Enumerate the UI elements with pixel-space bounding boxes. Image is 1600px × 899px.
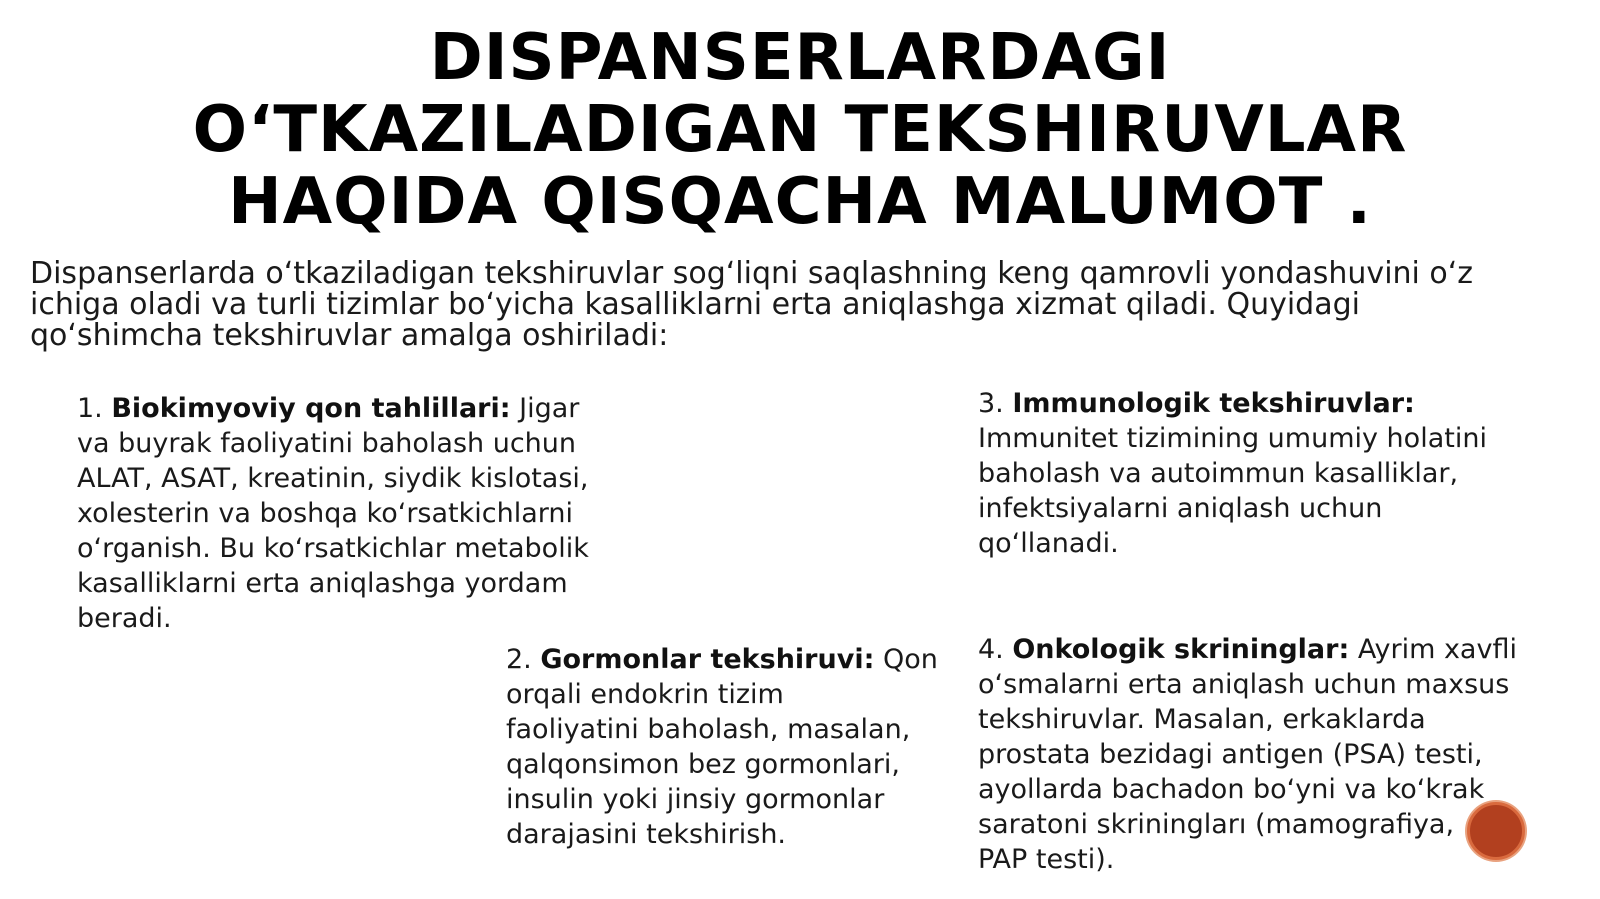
- item-heading: Gormonlar tekshiruvi:: [540, 644, 875, 675]
- item-text-line: ALAT, ASAT, kreatinin, siydik kislotasi,: [77, 463, 589, 494]
- item-text-line: Immunitet tizimining umumiy holatini: [978, 423, 1487, 454]
- item-heading: Immunologik tekshiruvlar:: [1012, 388, 1415, 419]
- item-first-line: [506, 642, 938, 677]
- exam-item-biochemistry: [77, 391, 589, 636]
- item-text-line: ayollarda bachadon bo‘yni va ko‘krak: [978, 774, 1485, 805]
- item-text-line: kasalliklarni erta aniqlashga yordam: [77, 568, 568, 599]
- item-text-line: prostata bezidagi antigen (PSA) testi,: [978, 739, 1483, 770]
- item-text-line: darajasini tekshirish.: [506, 819, 787, 850]
- exam-item-oncology: [978, 632, 1517, 877]
- intro-line: qo‘shimcha tekshiruvlar amalga oshiriladi:: [30, 318, 669, 353]
- item-text-line: baholash va autoimmun kasalliklar,: [978, 458, 1459, 489]
- intro-line: Dispanserlarda o‘tkaziladigan tekshiruvlar sog‘liqni saqlashning keng qamrovli yondashuvini o‘z: [30, 256, 1474, 291]
- item-number: 1.: [77, 393, 112, 424]
- item-text-line: beradi.: [77, 603, 172, 634]
- slide-title: [40, 22, 1560, 238]
- item-text-line: insulin yoki jinsiy gormonlar: [506, 784, 885, 815]
- item-text: Jigar: [510, 393, 580, 424]
- item-text: Qon: [874, 644, 938, 675]
- item-first-line: [978, 386, 1487, 421]
- item-text-line: qalqonsimon bez gormonlari,: [506, 749, 900, 780]
- item-heading: Onkologik skrininglar:: [1012, 634, 1350, 665]
- item-heading: Biokimyoviy qon tahlillari:: [111, 393, 511, 424]
- slide-nav-circle-icon[interactable]: [1467, 802, 1525, 860]
- item-first-line: [77, 391, 589, 426]
- title-line: HAQIDA QISQACHA MALUMOT .: [228, 165, 1372, 239]
- item-text-line: PAP testi).: [978, 844, 1115, 875]
- item-text-line: tekshiruvlar. Masalan, erkaklarda: [978, 704, 1426, 735]
- item-text-line: o‘smalarni erta aniqlash uchun maxsus: [978, 669, 1510, 700]
- exam-item-hormones: [506, 642, 938, 852]
- intro-paragraph: [30, 258, 1550, 351]
- item-number: 2.: [506, 644, 541, 675]
- item-text-line: va buyrak faoliyatini baholash uchun: [77, 428, 576, 459]
- item-text-line: faoliyatini baholash, masalan,: [506, 714, 911, 745]
- item-text-line: orqali endokrin tizim: [506, 679, 784, 710]
- title-line: O‘TKAZILADIGAN TEKSHIRUVLAR: [192, 93, 1408, 167]
- item-text-line: xolesterin va boshqa ko‘rsatkichlarni: [77, 498, 574, 529]
- title-line: DISPANSERLARDAGI: [429, 21, 1171, 95]
- exam-item-immunology: [978, 386, 1487, 561]
- item-text-line: o‘rganish. Bu ko‘rsatkichlar metabolik: [77, 533, 589, 564]
- intro-line: ichiga oladi va turli tizimlar bo‘yicha kasalliklarni erta aniqlashga xizmat qiladi. Quyidagi: [30, 287, 1360, 322]
- item-text-line: infektsiyalarni aniqlash uchun: [978, 493, 1383, 524]
- item-number: 4.: [978, 634, 1013, 665]
- item-first-line: [978, 632, 1517, 667]
- item-number: 3.: [978, 388, 1013, 419]
- item-text-line: qo‘llanadi.: [978, 528, 1119, 559]
- item-text-line: saratoni skriningları (mamografiya,: [978, 809, 1455, 840]
- item-text: Ayrim xavfli: [1349, 634, 1517, 665]
